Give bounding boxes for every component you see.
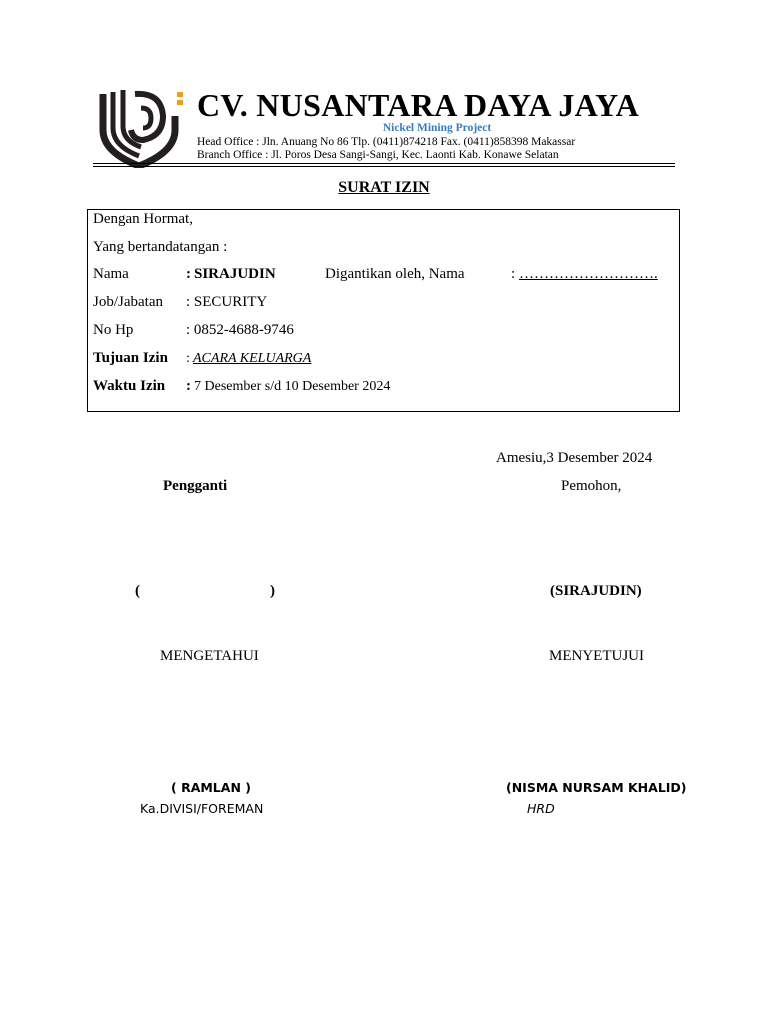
project-name: Nickel Mining Project xyxy=(382,122,492,134)
header-rule-thick xyxy=(93,163,675,164)
waktu-value: 7 Desember s/d 10 Desember 2024 xyxy=(194,379,391,394)
head-office-address: Head Office : Jln. Anuang No 86 Tlp. (0411)874218 Fax. (0411)858398 Makassar xyxy=(197,136,576,148)
left-role-label: Pengganti xyxy=(163,478,228,494)
tujuan-colon: : xyxy=(186,351,190,366)
right-signer-name: (SIRAJUDIN) xyxy=(550,583,642,599)
logo-inner-ring xyxy=(131,94,163,140)
tujuan-value: ACARA KELUARGA xyxy=(193,351,312,366)
jabatan-label: Job/Jabatan xyxy=(93,294,163,310)
logo-accent-2 xyxy=(177,100,183,105)
intro-text: Yang bertandatangan : xyxy=(93,239,228,255)
approver-name: (NISMA NURSAM KHALID) xyxy=(506,780,687,795)
jabatan-value: : SECURITY xyxy=(186,294,268,310)
acknowledger-name: ( RAMLAN ) xyxy=(171,780,251,795)
hp-value: : 0852-4688-9746 xyxy=(186,322,294,338)
left-name-close-paren: ) xyxy=(270,583,275,599)
greeting: Dengan Hormat, xyxy=(93,211,193,227)
waktu-label: Waktu Izin xyxy=(93,378,166,394)
left-name-open-paren: ( xyxy=(135,583,140,599)
logo-inner-core xyxy=(141,108,151,128)
approver-title: HRD xyxy=(527,801,555,816)
document-title: SURAT IZIN xyxy=(338,179,430,196)
branch-office-address: Branch Office : Jl. Poros Desa Sangi-Sangi, Kec. Laonti Kab. Konawe Selatan xyxy=(197,149,559,161)
replacement-label: Digantikan oleh, Nama xyxy=(325,266,465,282)
approve-label: MENYETUJUI xyxy=(549,648,644,664)
nama-colon: : xyxy=(186,266,191,282)
place-date: Amesiu,3 Desember 2024 xyxy=(496,450,653,466)
hp-label: No Hp xyxy=(93,322,134,338)
acknowledge-label: MENGETAHUI xyxy=(160,648,259,664)
waktu-colon: : xyxy=(186,378,191,394)
company-logo xyxy=(97,86,187,168)
right-role-label: Pemohon, xyxy=(561,478,622,494)
replacement-colon: : xyxy=(511,266,516,282)
acknowledger-title: Ka.DIVISI/FOREMAN xyxy=(140,801,264,816)
replacement-value: ………………………. xyxy=(519,266,658,282)
tujuan-label: Tujuan Izin xyxy=(93,350,168,366)
nama-label: Nama xyxy=(93,266,129,282)
logo-accent-1 xyxy=(177,92,183,97)
company-name: CV. NUSANTARA DAYA JAYA xyxy=(197,87,640,123)
nama-value: SIRAJUDIN xyxy=(194,266,276,282)
header-rule-thin xyxy=(93,166,675,167)
